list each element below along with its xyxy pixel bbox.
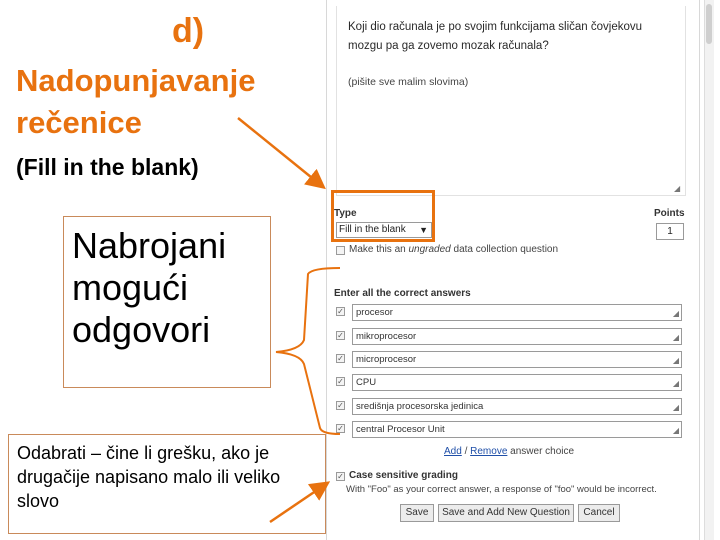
resize-grip-icon: ◢: [672, 309, 679, 318]
save-button[interactable]: Save: [400, 504, 434, 522]
resize-grip-icon[interactable]: ◢: [674, 184, 681, 193]
type-select-value: Fill in the blank: [339, 224, 406, 235]
slide-subtitle: (Fill in the blank): [16, 154, 199, 180]
case-note-text: Odabrati – čine li grešku, ako je drugačije napisano malo ili veliko slovo: [17, 443, 281, 511]
answers-bracket: [276, 268, 340, 434]
answer-value: CPU: [356, 377, 377, 388]
resize-grip-icon: ◢: [672, 356, 679, 365]
remove-answer-link[interactable]: Remove: [470, 446, 508, 457]
dropdown-arrow-icon: ▼: [419, 225, 428, 235]
arrow-to-case-sensitive: [270, 484, 326, 522]
type-label: Type: [334, 208, 357, 219]
save-and-add-button[interactable]: Save and Add New Question: [438, 504, 574, 522]
case-sensitive-checkbox[interactable]: ✓: [337, 472, 344, 481]
question-hint: (pišite sve malim slovima): [348, 76, 469, 88]
ungraded-label-suffix: data collection question: [450, 244, 559, 255]
answer-value: mikroprocesor: [356, 331, 417, 342]
answers-label: Enter all the correct answers: [334, 288, 471, 299]
case-sensitive-description: With "Foo" as your correct answer, a response of "foo" would be incorrect.: [346, 484, 657, 495]
answer-value: microprocesor: [356, 354, 417, 365]
link-separator: /: [461, 446, 471, 457]
answer-checkbox[interactable]: ✓: [337, 424, 344, 433]
answer-choice-suffix: answer choice: [507, 446, 575, 457]
resize-grip-icon: ◢: [672, 426, 679, 435]
resize-grip-icon: ◢: [672, 403, 679, 412]
answer-checkbox[interactable]: ✓: [337, 331, 344, 340]
points-label: Points: [654, 208, 685, 219]
resize-grip-icon: ◢: [672, 379, 679, 388]
answer-checkbox[interactable]: ✓: [337, 401, 344, 410]
answer-value: središnja procesorska jedinica: [356, 401, 484, 412]
points-input[interactable]: 1: [656, 223, 684, 240]
answer-checkbox[interactable]: ✓: [337, 307, 344, 316]
add-answer-link[interactable]: Add: [444, 446, 462, 457]
ungraded-label-emphasis: ungraded: [408, 244, 451, 255]
resize-grip-icon: ◢: [672, 333, 679, 342]
cancel-button[interactable]: Cancel: [578, 504, 620, 522]
answer-checkbox[interactable]: ✓: [337, 354, 344, 363]
answers-note-text: Nabrojani mogući odgovori: [72, 225, 227, 350]
answer-value: central Procesor Unit: [356, 424, 445, 435]
answer-checkbox[interactable]: ✓: [337, 377, 344, 386]
question-text-value: Koji dio računala je po svojim funkcijama sličan čovjekovu mozgu pa ga zovemo mozak računala?: [348, 21, 643, 52]
answer-value: procesor: [356, 307, 393, 318]
case-sensitive-label: Case sensitive grading: [349, 470, 458, 481]
arrow-to-type: [238, 118, 322, 186]
slide-title: Nadopunjavanje rečenice: [16, 63, 256, 140]
ungraded-label-prefix: Make this an: [349, 244, 409, 255]
slide-letter: d): [172, 12, 205, 50]
